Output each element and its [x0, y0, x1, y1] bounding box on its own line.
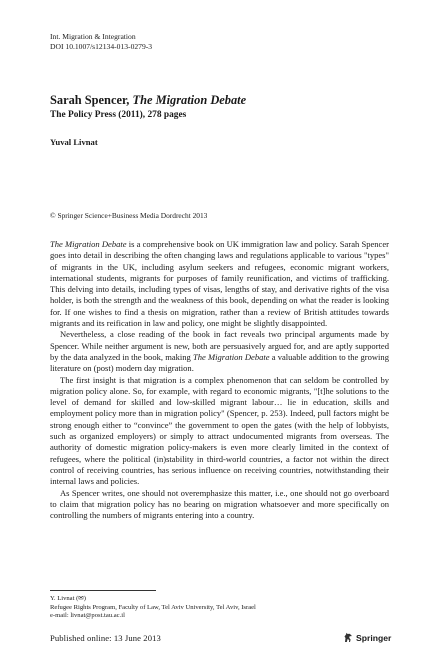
book-title-italic: The Migration Debate [193, 351, 270, 362]
paragraph-2 [50, 329, 389, 374]
paragraph-2-text-b: a valuable addition to the growing literature on (post) modern day migration. [50, 351, 389, 374]
doi: DOI 10.1007/s12134-013-0279-3 [50, 42, 153, 51]
title-book: The Migration Debate [132, 93, 247, 107]
springer-name: Springer [356, 632, 392, 643]
footnote-email: e-mail: livnat@post.tau.ac.il [50, 612, 125, 620]
springer-brand [343, 632, 391, 643]
footnote-affiliation: Refugee Rights Program, Faculty of Law, Tel Aviv University, Tel Aviv, Israel [50, 603, 256, 611]
footnote-name: Y. Livnat (✉) [50, 595, 86, 602]
paragraph-1-text: is a comprehensive book on UK immigration law and policy. Sarah Spencer goes into detail in describing the often changing laws and regulations applicable to various "types" of migrants in the UK, including asylum seekers and refugees, economic migrant workers, international students, migrants for purposes of family reunification, and victims of trafficking. This delving into details, including types of visas, lengths of stay, and derivative rights of the visa holder, is both the strength and the weakness of this book, depending on what the reader is looking for. If one wishes to find a thesis on migration, rather than a review of British attitudes towards migrants and its reification in law and policy, one might be slightly disappointed. [50, 239, 389, 329]
published-date: Published online: 13 June 2013 [50, 633, 161, 643]
paragraph-2-text-a: Nevertheless, a close reading of the book in fact reveals two principal arguments made by Spencer. While neither argument is new, both are persuasively argued for, and are aptly supported by the data analyzed in the book, making [50, 329, 389, 362]
copyright-line: © Springer Science+Business Media Dordrecht 2013 [50, 211, 208, 220]
publisher-info: The Policy Press (2011), 278 pages [50, 110, 187, 120]
paragraph-4: As Spencer writes, one should not overemphasize this matter, i.e., one should not go overboard to claim that migration policy has no bearing on migration whatsoever and more specifically on controlling the numbers of migrants entering into a country. [50, 487, 389, 521]
journal-name: Int. Migration & Integration [50, 32, 136, 41]
reviewer-name: Yuval Livnat [50, 137, 98, 147]
paragraph-3: The first insight is that migration is a complex phenomenon that can seldom be controlled by migration policy alone. So, for example, with regard to economic migrants, "[t]he solutions to the level of demand for skilled and low-skilled migrant labour… lie in education, skills and employment policy more than in migration policy" (Spencer, p. 253). Indeed, pull factors might be strong enough either to “convince” the government to open the gates (with the help of lobbyists, such as organized employers) or simply to attract undocumented migrants from overseas. The authority of domestic migration policy-makers is even more clearly limited in the context of refugees, where the political (in)stability in third-world countries, a factor not within the direct control of receiving countries, has serious influence on receiving countries, notwithstanding their internal laws and policies. [50, 374, 389, 487]
book-title-italic: The Migration Debate [50, 239, 127, 249]
paragraph-1 [50, 239, 389, 329]
footnote [50, 595, 256, 621]
review-body [50, 239, 389, 521]
journal-header [50, 32, 152, 52]
footnote-divider [50, 590, 156, 591]
springer-horse-icon [343, 632, 353, 643]
title-author: Sarah Spencer, [50, 93, 130, 107]
review-title [50, 92, 246, 108]
